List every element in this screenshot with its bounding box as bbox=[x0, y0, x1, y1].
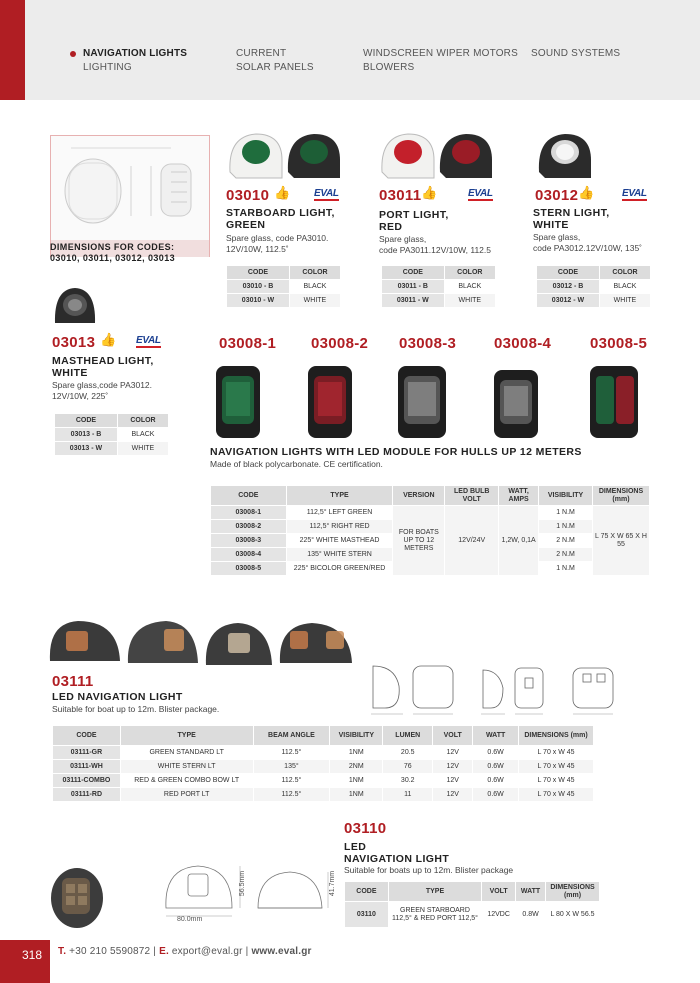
table-row: 03111-WH WHITE STERN LT 135° 2NM 76 12V 0.6W L 70 x W 45 bbox=[53, 760, 594, 774]
led-module-table bbox=[210, 485, 650, 576]
website-link[interactable]: www.eval.gr bbox=[251, 946, 312, 957]
product-code-03011: 03011 bbox=[379, 187, 422, 204]
nav-item-blowers[interactable]: BLOWERS bbox=[363, 62, 415, 73]
product-code-03111: 03111 bbox=[52, 673, 94, 690]
nav-item-solar-panels[interactable]: SOLAR PANELS bbox=[236, 62, 314, 73]
eval-logo: EVAL bbox=[622, 188, 647, 199]
technical-drawing-03111 bbox=[343, 658, 635, 723]
thumbs-up-icon: 👍 bbox=[578, 185, 595, 200]
table-row: 03011 - W WHITE bbox=[382, 294, 496, 308]
table-row: 03012 - W WHITE bbox=[537, 294, 651, 308]
col-header: COLOR bbox=[599, 266, 650, 280]
col-header: CODE bbox=[537, 266, 600, 280]
product-title-03010: STARBOARD LIGHT, GREEN bbox=[226, 207, 335, 231]
col-header: WATT, AMPS bbox=[499, 486, 539, 506]
nav-item-windscreen-wiper-motors[interactable]: WINDSCREEN WIPER MOTORS bbox=[363, 48, 518, 59]
nav-item-lighting[interactable]: LIGHTING bbox=[83, 62, 132, 73]
thumbs-up-icon: 👍 bbox=[274, 185, 291, 200]
volt-cell: 12V/24V bbox=[445, 506, 499, 576]
col-header: COLOR bbox=[289, 266, 340, 280]
top-nav-bar bbox=[0, 0, 700, 100]
col-header: VOLT bbox=[482, 882, 516, 902]
color-table-03012 bbox=[536, 265, 651, 308]
footer-contact: T. +30 210 5590872 | E. export@eval.gr | www.eval.gr bbox=[58, 946, 312, 957]
col-header: LED BULB VOLT bbox=[445, 486, 499, 506]
nav-item-current[interactable]: CURRENT bbox=[236, 48, 287, 59]
active-dot-icon bbox=[70, 51, 76, 57]
table-row: 03013 - W WHITE bbox=[55, 442, 169, 456]
lamp-03008-5 bbox=[590, 366, 638, 438]
product-code-03010: 03010 bbox=[226, 187, 270, 204]
table-row: 03110 GREEN STARBOARD 112,5° & RED PORT 112,5° 12VDC 0.8W L 80 X W 56.5 bbox=[345, 902, 600, 928]
table-row: 03111-COMBO RED & GREEN COMBO BOW LT 112.5° 1NM 30.2 12V 0.6W L 70 x W 45 bbox=[53, 774, 594, 788]
dimension-width-label: 80.0mm bbox=[177, 916, 203, 923]
table-row: 03111-RD RED PORT LT 112.5° 1NM 11 12V 0.6W L 70 x W 45 bbox=[53, 788, 594, 802]
product-title-03012: STERN LIGHT, WHITE bbox=[533, 207, 610, 231]
product-code-03008-2: 03008-2 bbox=[311, 335, 369, 352]
thumbs-up-icon: 👍 bbox=[100, 332, 117, 347]
dimension-height2-label: 41.7mm bbox=[329, 870, 337, 897]
product-desc-03013: Spare glass,code PA3012. 12V/10W, 225˚ bbox=[52, 380, 153, 401]
col-header: CODE bbox=[55, 414, 118, 428]
led-module-desc: Made of black polycarbonate. CE certification. bbox=[210, 459, 383, 469]
version-cell: FOR BOATS UP TO 12 METERS bbox=[393, 506, 445, 576]
lamp-03008-4 bbox=[494, 370, 538, 438]
product-image-03111 bbox=[48, 615, 354, 676]
product-desc-03110: Suitable for boats up to 12m. Blister package bbox=[344, 865, 514, 875]
lamp-03111-d bbox=[280, 623, 352, 663]
product-desc-03111: Suitable for boat up to 12m. Blister package. bbox=[52, 704, 220, 714]
col-header: DIMENSIONS (mm) bbox=[546, 882, 600, 902]
brand-color-block bbox=[0, 0, 25, 100]
col-header: DIMENSIONS (mm) bbox=[519, 726, 594, 746]
color-table-03010 bbox=[226, 265, 341, 308]
col-header: CODE bbox=[382, 266, 445, 280]
lamp-03111-c bbox=[206, 623, 272, 665]
table-03110 bbox=[344, 881, 600, 928]
table-03111 bbox=[52, 725, 594, 802]
table-row: 03008-4 135° WHITE STERN 2 N.M bbox=[211, 548, 650, 562]
col-header: DIMENSIONS (mm) bbox=[592, 486, 649, 506]
table-row: 03010 - B BLACK bbox=[227, 280, 341, 294]
product-code-03012: 03012 bbox=[535, 187, 579, 204]
col-header: BEAM ANGLE bbox=[253, 726, 330, 746]
col-header: WATT bbox=[516, 882, 546, 902]
eval-logo: EVAL bbox=[468, 188, 493, 199]
col-header: COLOR bbox=[117, 414, 168, 428]
product-title-03111: LED NAVIGATION LIGHT bbox=[52, 691, 183, 703]
product-image-03008-row bbox=[210, 356, 660, 449]
product-image-03012 bbox=[535, 130, 597, 189]
thumbs-up-icon: 👍 bbox=[421, 185, 438, 200]
dimension-height-label: 56.5mm bbox=[239, 870, 247, 897]
watt-cell: 1,2W, 0,1A bbox=[499, 506, 539, 576]
col-header: COLOR bbox=[444, 266, 495, 280]
col-header: TYPE bbox=[286, 486, 393, 506]
table-row: 03008-3 225° WHITE MASTHEAD 2 N.M bbox=[211, 534, 650, 548]
col-header: TYPE bbox=[120, 726, 253, 746]
nav-item-sound-systems[interactable]: SOUND SYSTEMS bbox=[531, 48, 621, 59]
table-row: 03013 - B BLACK bbox=[55, 428, 169, 442]
table-row: 03008-1 112,5° LEFT GREEN FOR BOATS UP TO 12 METERS 12V/24V 1,2W, 0,1A 1 N.M L 75 X W 65 X H 55 bbox=[211, 506, 650, 520]
table-row: 03008-5 225° BICOLOR GREEN/RED 1 N.M bbox=[211, 562, 650, 576]
lamp-03111-a bbox=[50, 621, 120, 661]
col-header: LUMEN bbox=[383, 726, 433, 746]
product-code-03008-1: 03008-1 bbox=[219, 335, 277, 352]
table-row: 03012 - B BLACK bbox=[537, 280, 651, 294]
product-desc-03011: Spare glass, code PA3011.12V/10W, 112.5 bbox=[379, 234, 491, 255]
col-header: CODE bbox=[211, 486, 287, 506]
product-desc-03012: Spare glass, code PA3012.12V/10W, 135˚ bbox=[533, 232, 643, 253]
eval-logo: EVAL bbox=[314, 188, 339, 199]
phone-number[interactable]: +30 210 5590872 bbox=[69, 946, 151, 957]
nav-item-navigation-lights[interactable]: NAVIGATION LIGHTS bbox=[83, 47, 187, 61]
product-code-03110: 03110 bbox=[344, 820, 387, 837]
product-title-03011: PORT LIGHT, RED bbox=[379, 209, 449, 233]
color-table-03011 bbox=[381, 265, 496, 308]
dimensions-caption: DIMENSIONS FOR CODES: 03010, 03011, 03012, 03013 bbox=[50, 242, 176, 263]
product-desc-03010: Spare glass, code PA3010. 12V/10W, 112.5˚ bbox=[226, 233, 329, 254]
color-table-03013 bbox=[54, 413, 169, 456]
product-code-03008-3: 03008-3 bbox=[399, 335, 457, 352]
phone-label: T. bbox=[58, 946, 67, 957]
eval-logo: EVAL bbox=[136, 335, 161, 346]
table-row: 03111-GR GREEN STANDARD LT 112.5° 1NM 20.5 12V 0.6W L 70 x W 45 bbox=[53, 746, 594, 760]
lamp-03008-3 bbox=[398, 366, 446, 438]
product-code-03013: 03013 bbox=[52, 334, 96, 351]
product-title-03110: LED NAVIGATION LIGHT bbox=[344, 841, 450, 865]
table-row: 03010 - W WHITE bbox=[227, 294, 341, 308]
led-module-title: NAVIGATION LIGHTS WITH LED MODULE FOR HULLS UP 12 METERS bbox=[210, 446, 582, 458]
col-header: CODE bbox=[227, 266, 290, 280]
dimensions-cell: L 75 X W 65 X H 55 bbox=[592, 506, 649, 576]
lamp-03111-b bbox=[128, 621, 198, 663]
table-row: 03008-2 112,5° RIGHT RED 1 N.M bbox=[211, 520, 650, 534]
product-image-03110 bbox=[48, 862, 106, 935]
dimensions-drawing bbox=[50, 135, 210, 257]
product-code-03008-5: 03008-5 bbox=[590, 335, 648, 352]
email-label: E. bbox=[159, 946, 169, 957]
col-header: VERSION bbox=[393, 486, 445, 506]
email-link[interactable]: export@eval.gr bbox=[171, 946, 243, 957]
product-image-03010 bbox=[226, 130, 346, 189]
table-row: 03011 - B BLACK bbox=[382, 280, 496, 294]
product-image-03013 bbox=[52, 285, 98, 336]
page-number: 318 bbox=[0, 940, 50, 983]
col-header: VISIBILITY bbox=[539, 486, 593, 506]
product-title-03013: MASTHEAD LIGHT, WHITE bbox=[52, 355, 154, 379]
col-header: CODE bbox=[53, 726, 121, 746]
lamp-03008-2 bbox=[308, 366, 352, 438]
col-header: TYPE bbox=[388, 882, 481, 902]
col-header: VISIBILITY bbox=[330, 726, 383, 746]
lamp-03008-1 bbox=[216, 366, 260, 438]
product-image-03011 bbox=[378, 130, 498, 189]
product-code-03008-4: 03008-4 bbox=[494, 335, 552, 352]
col-header: VOLT bbox=[433, 726, 473, 746]
col-header: CODE bbox=[345, 882, 389, 902]
col-header: WATT bbox=[473, 726, 519, 746]
